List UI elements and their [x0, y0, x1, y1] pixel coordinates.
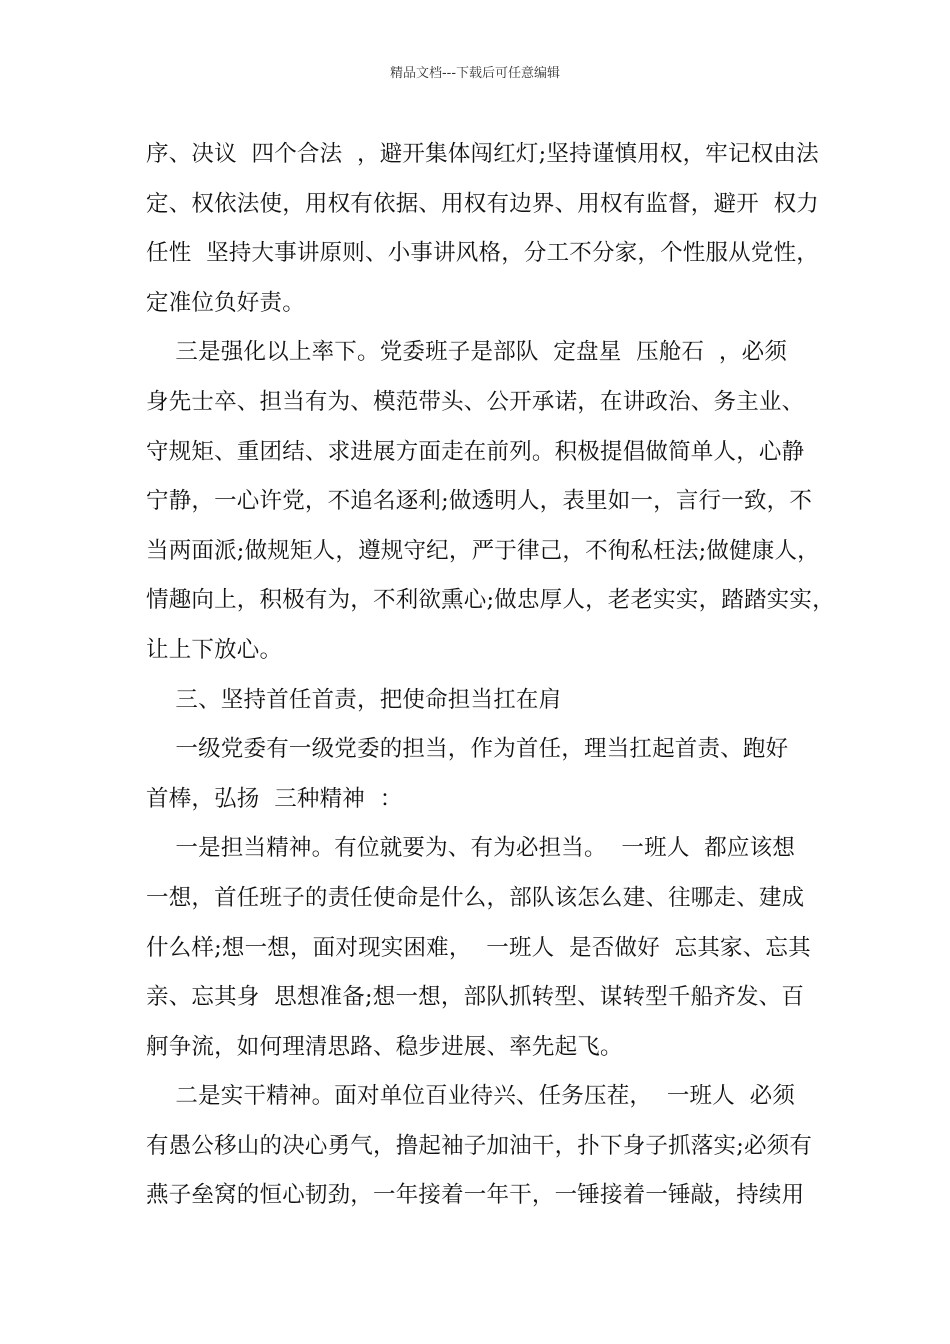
- text-line: 舸争流，如何理清思路、稳步进展、率先起飞。: [146, 1033, 623, 1060]
- text-line: 身先士卒、担当有为、模范带头、公开承诺，在讲政治、务主业、: [146, 388, 805, 415]
- document-body: [146, 130, 835, 1221]
- text-line: 亲、忘其身 思想准备;想一想，部队抓转型、谋转型千船齐发、百: [146, 984, 805, 1011]
- page-header: 精品文档---下载后可任意编辑: [389, 66, 561, 81]
- text-line: 燕子垒窝的恒心韧劲，一年接着一年干，一锤接着一锤敲，持续用: [146, 1182, 805, 1209]
- text-line: 一想，首任班子的责任使命是什么，部队该怎么建、往哪走、建成: [146, 884, 805, 911]
- text-line: 当两面派;做规矩人，遵规守纪，严于律己，不徇私枉法;做健康人，: [146, 537, 820, 564]
- text-line: 一级党委有一级党委的担当，作为首任，理当扛起首责、跑好: [146, 736, 789, 763]
- text-line: 首棒，弘扬 三种精神 ：: [146, 785, 403, 812]
- text-line: 守规矩、重团结、求进展方面走在前列。积极提倡做简单人，心静: [146, 438, 805, 465]
- text-line: 定准位负好责。: [146, 289, 305, 316]
- text-line: 一是担当精神。有位就要为、有为必担当。 一班人 都应该想: [146, 835, 796, 862]
- text-line: 定、权依法使，用权有依据、用权有边界、用权有监督，避开 权力: [146, 190, 820, 217]
- text-line: 序、决议 四个合法 ，避开集体闯红灯;坚持谨慎用权，牢记权由法: [146, 141, 819, 167]
- text-line: 宁静，一心许党，不追名逐利;做透明人，表里如一，言行一致，不: [146, 488, 813, 515]
- text-line: 什么样;想一想，面对现实困难， 一班人 是否做好 忘其家、忘其: [146, 934, 811, 961]
- text-line: 让上下放心。: [146, 636, 283, 663]
- text-line: 情趣向上，积极有为，不利欲熏心;做忠厚人，老老实实，踏踏实实，: [146, 587, 835, 614]
- text-line: 二是实干精神。面对单位百业待兴、任务压茬， 一班人 必须: [146, 1083, 796, 1110]
- section-heading: 三、坚持首任首责，把使命担当扛在肩: [146, 686, 562, 713]
- text-line: 有愚公移山的决心勇气，撸起袖子加油干，扑下身子抓落实;必须有: [146, 1132, 813, 1159]
- text-line: 三是强化以上率下。党委班子是部队 定盘星 压舱石 ，必须: [146, 339, 788, 366]
- text-line: 任性 坚持大事讲原则、小事讲风格，分工不分家，个性服从党性，: [146, 240, 820, 267]
